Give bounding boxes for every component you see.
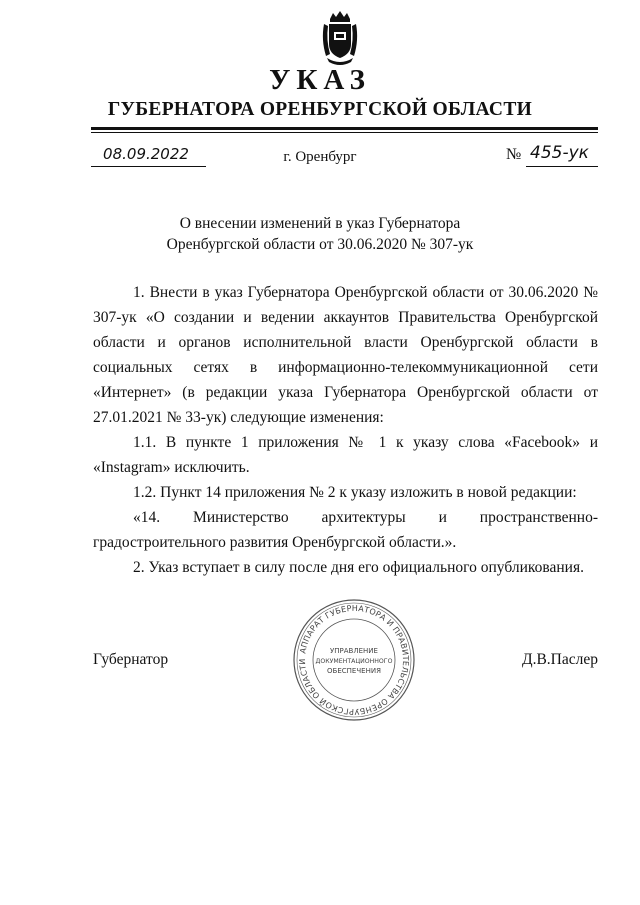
subject-line: Оренбургской области от 30.06.2020 № 307-ук [166, 236, 474, 253]
document-body [93, 280, 598, 580]
stamp-center-line: ДОКУМЕНТАЦИОННОГО [315, 658, 393, 665]
stamp-center-line: ОБЕСПЕЧЕНИЯ [327, 667, 381, 675]
paragraph-1: 1. Внести в указ Губернатора Оренбургской области от 30.06.2020 № 307-ук «О создании и ведении аккаунтов Правительства Оренбургской области и органов исполнительной власти Оренбургской области в социальных сетях в информационно-телекоммуникационной сети «Интернет» (в редакции указа Губернатора Оренбургской области от 27.01.2021 № 33-ук) следующие изменения: [93, 284, 598, 426]
handwritten-number: 455-ук [530, 143, 589, 163]
subject-line: О внесении изменений в указ Губернатора [179, 215, 461, 232]
coat-of-arms-emblem [318, 10, 362, 66]
handwritten-date: 08.09.2022 [103, 145, 189, 163]
paragraph-quote-14: «14. Министерство архитектуры и пространственно-градостроительного развития Оренбургской области.». [93, 509, 598, 551]
document-title: УКАЗ [269, 64, 371, 96]
paragraph-1-2: 1.2. Пункт 14 приложения № 2 к указу изложить в новой редакции: [133, 484, 577, 501]
date-underline [91, 166, 206, 167]
stamp-ring-text: АППАРАТ ГУБЕРНАТОРА И ПРАВИТЕЛЬСТВА ОРЕНБУРГСКОЙ ОБЛАСТИ [297, 603, 411, 717]
issuer-title: ГУБЕРНАТОРА ОРЕНБУРГСКОЙ ОБЛАСТИ [107, 99, 533, 120]
stamp-center-line: УПРАВЛЕНИЕ [330, 647, 378, 655]
signatory-name: Д.В.Паслер [522, 651, 598, 668]
header-rule-thin [91, 132, 598, 133]
paragraph-2: 2. Указ вступает в силу после дня его официального опубликования. [133, 559, 584, 576]
signatory-role: Губернатор [93, 651, 169, 668]
paragraph-1-1: 1.1. В пункте 1 приложения № 1 к указу слова «Facebook» и «Instagram» исключить. [93, 434, 598, 476]
official-stamp [292, 598, 416, 722]
city: г. Оренбург [283, 149, 357, 165]
number-underline [526, 166, 598, 167]
document-subject [0, 213, 640, 255]
header-rule-thick [91, 127, 598, 130]
number-label: № [506, 146, 522, 163]
